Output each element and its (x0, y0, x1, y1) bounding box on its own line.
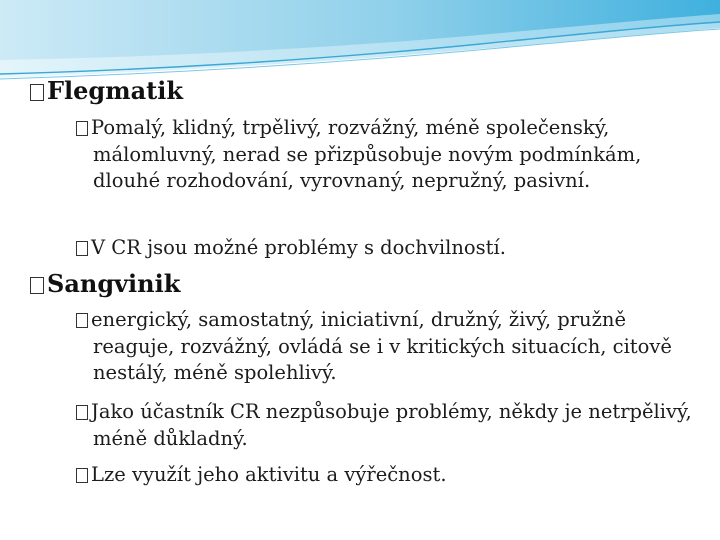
bullet-box-icon (76, 405, 88, 420)
bullet-box-icon (76, 468, 88, 483)
heading-flegmatik: Flegmatik (30, 77, 183, 105)
bullet-item: Lze využít jeho aktivitu a výřečnost. (76, 462, 703, 489)
bullet-item: Jako účastník CR nezpůsobuje problémy, někdy je netrpělivý, méně důkladný. (76, 399, 703, 452)
bullet-box-icon (76, 313, 88, 328)
heading-sangvinik: Sangvinik (30, 270, 180, 298)
bullet-box-icon (76, 241, 88, 256)
bullet-box-icon (30, 84, 44, 101)
bullet-item: V CR jsou možné problémy s dochvilností. (76, 235, 703, 262)
bullet-box-icon (76, 121, 88, 136)
bullet-item: Pomalý, klidný, trpělivý, rozvážný, méně společenský, málomluvný, nerad se přizpůsobuje novým podmínkám, dlouhé rozhodování, vyrovnaný, nepružný, pasivní. (76, 115, 703, 195)
bullet-box-icon (30, 277, 44, 294)
bullet-item: energický, samostatný, iniciativní, družný, živý, pružně reaguje, rozvážný, ovládá se i v kritických situacích, citově nestálý, méně spolehlivý. (76, 307, 703, 387)
